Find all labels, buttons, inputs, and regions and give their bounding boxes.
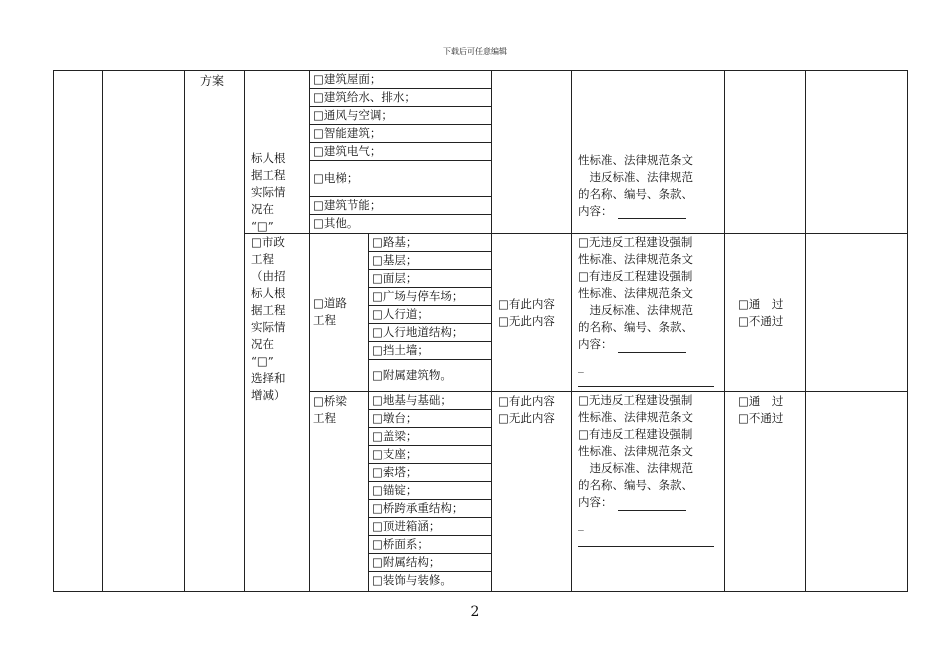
bridge-has-content[interactable]: □有此内容 [498,394,555,408]
road-std-1[interactable]: □无违反工程建设强制 [578,235,693,249]
road-std-3[interactable]: □有违反工程建设强制 [578,269,693,283]
road-item-8[interactable]: □附属建筑物。 [372,368,452,382]
road-std-2: 性标准、法律规范条文 [578,252,693,266]
bridge-std-dash: _ [578,517,584,531]
building-item-electric[interactable]: □建筑电气； [313,144,382,158]
scope-note-upper-4: 况在 [251,202,274,216]
municipal-note-5: 据工程 [251,303,286,317]
road-std-5: 违反标准、法律规范 [578,303,693,317]
road-no-content[interactable]: □无此内容 [498,314,555,328]
bridge-item-9[interactable]: □桥面系； [372,537,429,551]
bridge-item-7[interactable]: □桥跨承重结构； [372,501,464,515]
municipal-note-9: 选择和 [251,371,286,385]
municipal-note-4: 标人根 [251,286,286,300]
scope-note-upper-2: 据工程 [251,168,286,182]
top-std-3: 的名称、编号、条款、 [578,187,693,201]
bridge-no-content[interactable]: □无此内容 [498,411,555,425]
scope-note-upper-5: “□” [251,219,274,233]
municipal-note-8: “□” [251,354,274,368]
bridge-std-5: 违反标准、法律规范 [578,461,693,475]
bridge-std-6: 的名称、编号、条款、 [578,478,693,492]
bridge-std-long-blank[interactable] [578,546,714,547]
bridge-item-6[interactable]: □锚锭； [372,483,418,497]
bridge-std-1[interactable]: □无违反工程建设强制 [578,393,693,407]
road-item-1[interactable]: □路基； [372,235,418,249]
municipal-checkbox[interactable]: □市政 [251,235,285,249]
municipal-note-2: 工程 [251,252,274,266]
road-item-6[interactable]: □人行地道结构； [372,325,464,339]
municipal-note-3: （由招 [251,269,286,283]
road-label-1[interactable]: □道路 [313,296,347,310]
municipal-note-10: 增减） [251,388,286,402]
bridge-label-1[interactable]: □桥梁 [313,394,347,408]
bridge-item-8[interactable]: □顶进箱涵； [372,519,441,533]
road-item-7[interactable]: □挡土墙； [372,343,429,357]
road-item-5[interactable]: □人行道； [372,307,429,321]
road-item-2[interactable]: □基层； [372,253,418,267]
bridge-pass[interactable]: □通 过 [738,394,784,408]
bridge-std-blank[interactable] [618,510,686,511]
bridge-item-2[interactable]: □墩台； [372,411,418,425]
road-item-3[interactable]: □面层； [372,271,418,285]
top-std-2: 违反标准、法律规范 [578,170,693,184]
building-item-smart[interactable]: □智能建筑； [313,126,382,140]
bridge-item-10[interactable]: □附属结构； [372,555,441,569]
bridge-item-5[interactable]: □索塔； [372,465,418,479]
building-item-water[interactable]: □建筑给水、排水； [313,90,416,104]
building-item-hvac[interactable]: □通风与空调； [313,108,393,122]
bridge-item-1[interactable]: □地基与基础； [372,393,452,407]
road-std-6: 的名称、编号、条款、 [578,320,693,334]
top-std-1: 性标准、法律规范条文 [578,153,693,167]
road-has-content[interactable]: □有此内容 [498,297,555,311]
bridge-item-11[interactable]: □装饰与装修。 [372,573,452,587]
road-fail[interactable]: □不通过 [738,314,784,328]
road-std-7: 内容： [578,337,613,351]
building-item-other[interactable]: □其他。 [313,216,359,230]
page-header: 下载后可任意编辑 [443,47,507,56]
bridge-std-7: 内容： [578,495,613,509]
scope-note-upper-3: 实际情 [251,185,286,199]
road-pass[interactable]: □通 过 [738,297,784,311]
building-item-energy[interactable]: □建筑节能； [313,198,382,212]
bridge-std-3[interactable]: □有违反工程建设强制 [578,427,693,441]
road-std-dash: _ [578,359,584,373]
bridge-label-2: 工程 [313,411,336,425]
municipal-note-6: 实际情 [251,320,286,334]
road-label-2: 工程 [313,313,336,327]
scope-note-upper-1: 标人根 [251,151,286,165]
bridge-std-4: 性标准、法律规范条文 [578,444,693,458]
municipal-note-7: 况在 [251,337,274,351]
road-std-long-blank[interactable] [578,386,714,387]
bridge-item-3[interactable]: □盖梁； [372,429,418,443]
bridge-item-4[interactable]: □支座； [372,447,418,461]
bridge-std-2: 性标准、法律规范条文 [578,410,693,424]
building-item-roof[interactable]: □建筑屋面； [313,72,382,86]
road-item-4[interactable]: □广场与停车场； [372,289,464,303]
bridge-fail[interactable]: □不通过 [738,411,784,425]
road-std-blank[interactable] [618,352,686,353]
plan-label: 方案 [200,74,225,88]
top-std-4: 内容： [578,204,613,218]
top-std-blank[interactable] [618,218,686,219]
building-item-elevator[interactable]: □电梯； [313,171,359,185]
page-number: 2 [470,604,480,620]
road-std-4: 性标准、法律规范条文 [578,286,693,300]
